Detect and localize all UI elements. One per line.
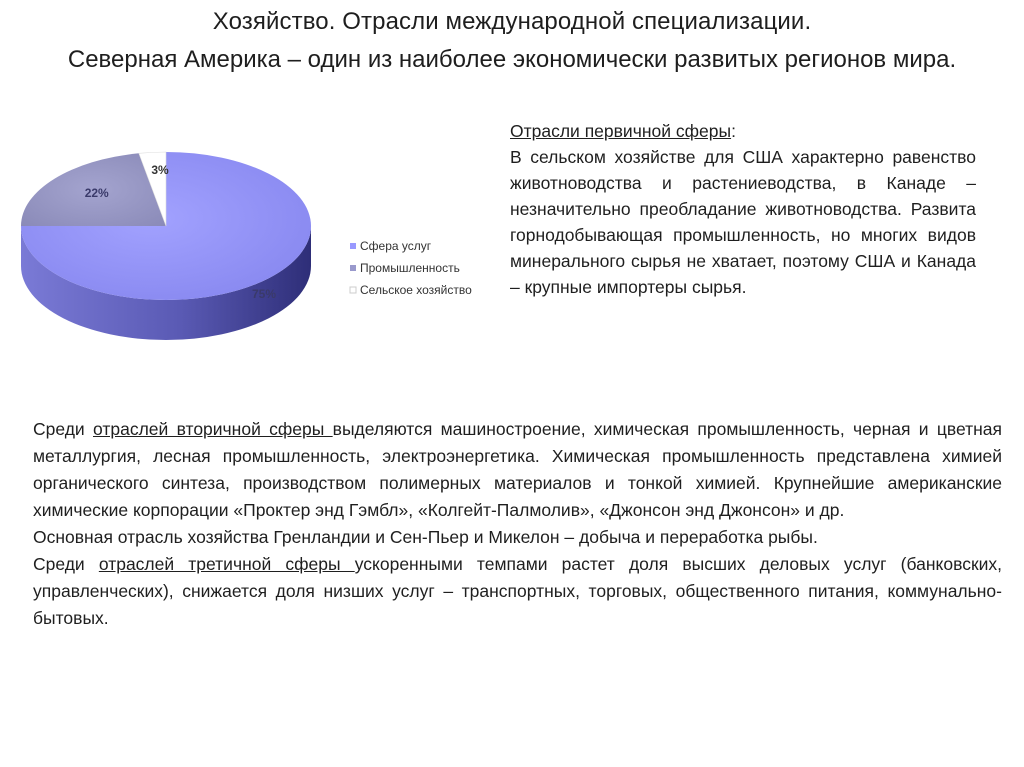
legend-label-1: Промышленность [360,261,460,275]
page-title: Хозяйство. Отрасли международной специализации. [212,8,812,35]
pie-chart-svg [14,148,494,388]
legend-swatch-0 [350,243,356,249]
primary-sector-heading-colon: : [731,121,736,141]
legend-label-0: Сфера услуг [360,239,432,253]
pie-label-0: 75% [251,287,277,301]
pie-label-1: 22% [84,185,109,200]
tertiary-sector-text: ускоренными темпами растет доля высших деловых услуг (банковских, управленческих), снижается доля низших услуг – транспортных, торговых, общественного питания, коммунально-бытовых. [33,554,1002,628]
primary-sector-text: В сельском хозяйстве для США характерно равенство животноводства и растениеводства, в Канаде – незначительно преобладание животноводства. Развита горнодобывающая промышленность, но многих видов минерального сырья не хватает, поэтому США и Канада – крупные импортеры сырья. [510,147,976,297]
pie-label-2: 3% [151,163,169,177]
secondary-sector-paragraph [33,416,1002,524]
primary-sector-block [510,118,976,300]
secondary-sector-heading: отраслей вторичной сферы [93,419,333,439]
legend-swatch-1 [350,265,356,271]
tertiary-sector-heading: отраслей третичной сферы [98,554,355,574]
greenland-paragraph: Основная отрасль хозяйства Гренландии и Сен-Пьер и Микелон – добыча и переработка рыбы. [33,527,818,547]
pie-chart [14,148,494,388]
secondary-prefix: Среди [33,419,93,439]
legend-swatch-2 [350,287,356,293]
tertiary-sector-paragraph [33,551,1002,632]
main-text [33,416,1002,632]
page-subtitle: Северная Америка – один из наиболее экономически развитых регионов мира. [67,46,957,73]
primary-sector-heading: Отрасли первичной сферы [510,121,732,141]
secondary-sector-text: выделяются машиностроение, химическая промышленность, черная и цветная металлургия, лесная промышленность, электроэнергетика. Химическая промышленность представлена химией органического синтеза, производством полимерных материалов и тонкой химией. Крупнейшие американские химические корпорации «Проктер энд Гэмбл», «Колгейт-Палмолив», «Джонсон энд Джонсон» и др. [33,419,1002,520]
tertiary-prefix: Среди [33,554,99,574]
legend-label-2: Сельское хозяйство [360,283,472,297]
